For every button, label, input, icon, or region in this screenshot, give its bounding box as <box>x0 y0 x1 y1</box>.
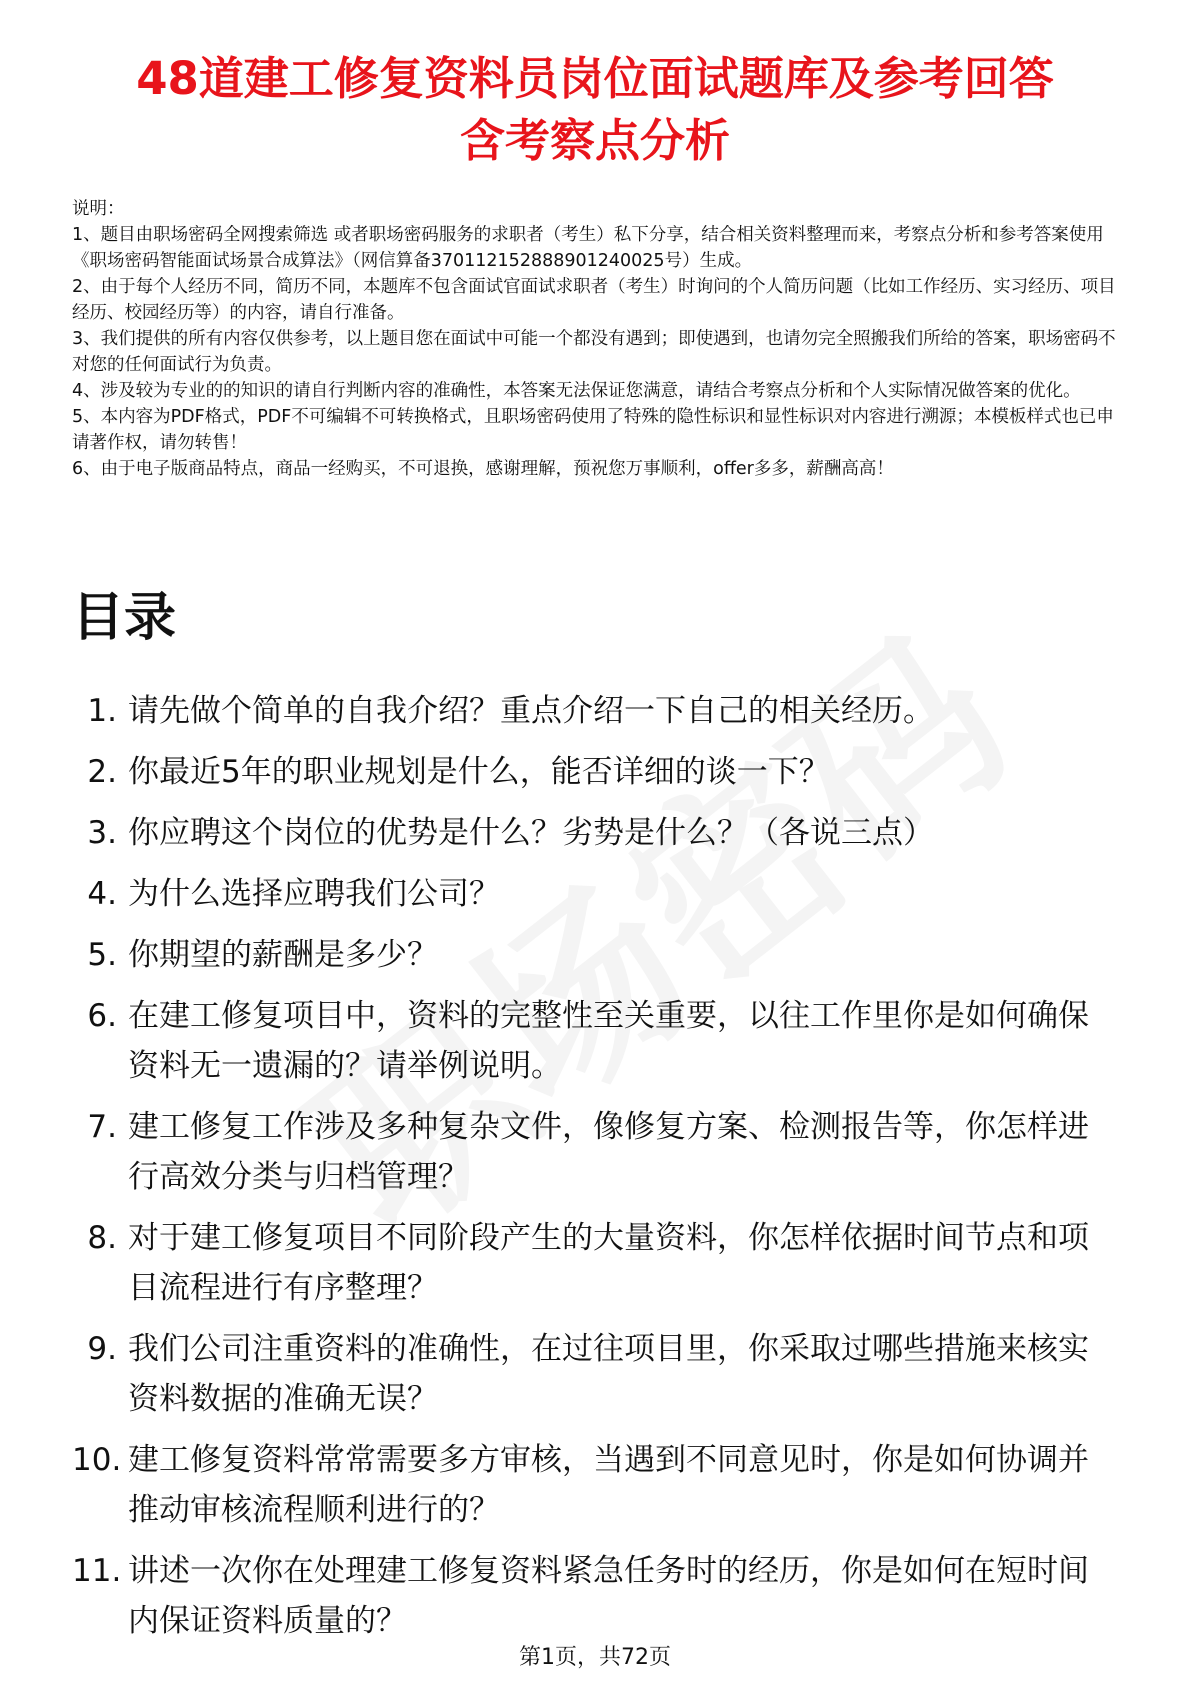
toc-item-number: 6. <box>87 998 117 1034</box>
toc-item-text: 建工修复资料常常需要多方审核，当遇到不同意见时，你是如何协调并推动审核流程顺利进行的？ <box>128 1442 1089 1528</box>
toc-item-text: 你最近5年的职业规划是什么，能否详细的谈一下？ <box>128 754 830 790</box>
toc-item[interactable] <box>72 747 1112 797</box>
toc-item-text: 请先做个简单的自我介绍？重点介绍一下自己的相关经历。 <box>128 693 934 729</box>
document-title <box>60 48 1130 172</box>
toc-item-number: 3. <box>87 815 117 851</box>
toc-heading: 目录 <box>72 588 177 648</box>
note-item: 5、本内容为PDF格式，PDF不可编辑不可转换格式，且职场密码使用了特殊的隐性标识和显性标识对内容进行溯源；本模板样式也已申请著作权，请勿转售！ <box>72 407 1114 453</box>
notes-section <box>72 196 1122 482</box>
toc-item-text: 你应聘这个岗位的优势是什么？劣势是什么？（各说三点） <box>128 815 934 851</box>
toc-item-number: 4. <box>87 876 117 912</box>
table-of-contents <box>72 686 1112 1657</box>
title-line-2: 含考察点分析 <box>459 114 730 167</box>
note-item: 4、涉及较为专业的的知识的请自行判断内容的准确性，本答案无法保证您满意，请结合考察点分析和个人实际情况做答案的优化。 <box>72 381 1081 401</box>
toc-item[interactable] <box>72 808 1112 858</box>
title-line-1: 48道建工修复资料员岗位面试题库及参考回答 <box>136 52 1054 105</box>
note-item: 6、由于电子版商品特点，商品一经购买，不可退换，感谢理解，预祝您万事顺利，offer多多，薪酬高高！ <box>72 459 894 479</box>
toc-item-text: 你期望的薪酬是多少？ <box>128 937 438 973</box>
toc-item[interactable] <box>72 1546 1112 1646</box>
toc-item-text: 在建工修复项目中，资料的完整性至关重要，以往工作里你是如何确保资料无一遗漏的？请举例说明。 <box>128 998 1089 1084</box>
toc-item-number: 8. <box>87 1220 117 1256</box>
page-footer: 第1页，共72页 <box>519 1645 671 1670</box>
toc-item[interactable] <box>72 1324 1112 1424</box>
note-item: 3、我们提供的所有内容仅供参考，以上题目您在面试中可能一个都没有遇到；即使遇到，也请勿完全照搬我们所给的答案，职场密码不对您的任何面试行为负责。 <box>72 329 1116 375</box>
notes-heading: 说明： <box>72 199 125 219</box>
toc-item[interactable] <box>72 1435 1112 1535</box>
toc-item[interactable] <box>72 1213 1112 1313</box>
toc-item-text: 讲述一次你在处理建工修复资料紧急任务时的经历，你是如何在短时间内保证资料质量的？ <box>128 1553 1089 1639</box>
toc-item[interactable] <box>72 930 1112 980</box>
note-item: 2、由于每个人经历不同，简历不同，本题库不包含面试官面试求职者（考生）时询问的个人简历问题（比如工作经历、实习经历、项目经历、校园经历等）的内容，请自行准备。 <box>72 277 1116 323</box>
toc-item-number: 7. <box>87 1109 117 1145</box>
toc-item-number: 5. <box>87 937 117 973</box>
toc-item[interactable] <box>72 869 1112 919</box>
toc-item-text: 建工修复工作涉及多种复杂文件，像修复方案、检测报告等，你怎样进行高效分类与归档管理？ <box>128 1109 1089 1195</box>
toc-item-number: 10. <box>72 1442 122 1478</box>
toc-item[interactable] <box>72 686 1112 736</box>
toc-item-text: 我们公司注重资料的准确性，在过往项目里，你采取过哪些措施来核实资料数据的准确无误？ <box>128 1331 1089 1417</box>
toc-item-number: 9. <box>87 1331 117 1367</box>
toc-item-number: 1. <box>87 693 117 729</box>
toc-item-number: 11. <box>72 1553 122 1589</box>
toc-item-number: 2. <box>87 754 117 790</box>
toc-item-text: 对于建工修复项目不同阶段产生的大量资料，你怎样依据时间节点和项目流程进行有序整理？ <box>128 1220 1089 1306</box>
note-item: 1、题目由职场密码全网搜索筛选 或者职场密码服务的求职者（考生）私下分享，结合相关资料整理而来，考察点分析和参考答案使用《职场密码智能面试场景合成算法》（网信算备370112152888901240025号）生成。 <box>72 225 1104 271</box>
toc-item[interactable] <box>72 991 1112 1091</box>
toc-item-text: 为什么选择应聘我们公司？ <box>128 876 500 912</box>
toc-item[interactable] <box>72 1102 1112 1202</box>
